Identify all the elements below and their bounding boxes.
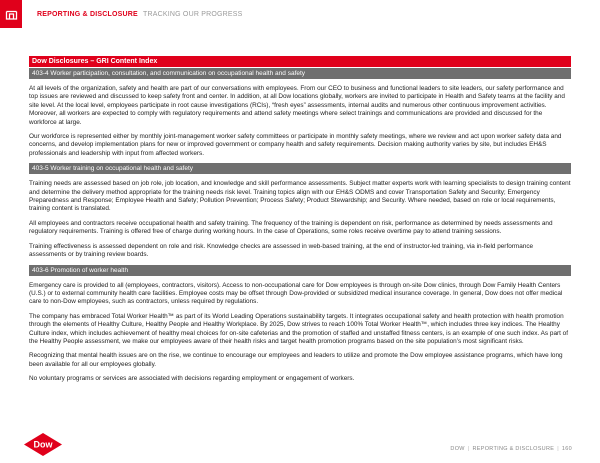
breadcrumb-subsection[interactable]: TRACKING OUR PROGRESS bbox=[143, 11, 243, 18]
paragraph: No voluntary programs or services are associated with decisions regarding employment or engagement of workers. bbox=[29, 375, 355, 383]
home-tab[interactable] bbox=[0, 0, 22, 28]
paragraph: Emergency care is provided to all (employees, contractors, visitors). Access to non-occupational care for Dow employees is through on-site Dow clinics, through Dow Family Health Centers (U.S.) or to external community health care facilities. Employee costs may be offset through Dow-provided or subsidized medical insurance coverage. In general, Dow does not offer medical care to non-Dow employees, such as contractors, unless required by regulations. bbox=[29, 281, 563, 306]
paragraph: Our workforce is represented either by monthly joint-management worker safety committees or participate in monthly safety meetings, where we review and act upon worker safety data and concerns, and develop implementation plans for new or improved government or company health and safety requirements. Decision making authority varies by site, but includes EH&S professionals and leadership with input from affected workers. bbox=[29, 133, 562, 157]
breadcrumb-section[interactable]: REPORTING & DISCLOSURE bbox=[37, 11, 138, 18]
section-heading: 403-5 Worker training on occupational health and safety bbox=[29, 163, 571, 174]
dow-logo bbox=[23, 432, 63, 462]
gri-content-index bbox=[29, 56, 571, 389]
paragraph: At all levels of the organization, safety and health are part of our conversations with employees. From our CEO to business and functional leaders to site leaders, our safety performance and top issues are reviewed and discussed to keep safety front and center. In addition, at all Dow locations globally, workers are invited to participate in Health and Safety teams at the facility and site level. At the local level, employees participate in root cause investigations (RCIs), “fresh eyes” assessments, internal audits and numerous other continuous improvement activities. Moreover, all workers are expected to comply with regulatory requirements and attend safety meetings where select trainings and communications are provided and discussed for the workforce at large. bbox=[29, 85, 565, 126]
paragraph: The company has embraced Total Worker Health™ as part of its World Leading Operations sustainability targets. It integrates occupational safety and health protection with health promotion through the elements of Healthy Culture, Healthy People and Healthy Workplace. By 2025, Dow strives to reach 100% Total Worker Health™, which includes three key indices. The Healthy Culture index, which includes achievement of healthy meal choices for on-site cafeterias and the promotion of staffed and unstaffed fitness centers, is an example of one such index. As part of the Healthy People assessment, we make our employees aware of their health risks and target health promotion programs based on the site population’s most significant risks. bbox=[29, 312, 569, 345]
section-heading: 403-6 Promotion of worker health bbox=[29, 265, 571, 276]
page-title: Dow Disclosures – GRI Content Index bbox=[29, 56, 571, 67]
paragraph: All employees and contractors receive occupational health and safety training. The frequency of the training is dependent on risk, performance as determined by needs assessments and regulatory requirements. Training is offered free of charge during working hours. In the case of Operations, some roles receive overtime pay to attend training sessions. bbox=[29, 219, 553, 236]
paragraph: Recognizing that mental health issues are on the rise, we continue to encourage our employees and leaders to utilize and promote the Dow employee assistance programs, which have long been available for all our employees globally. bbox=[29, 352, 563, 368]
section-403-5 bbox=[29, 163, 571, 259]
home-icon bbox=[5, 9, 18, 20]
svg-text:Dow: Dow bbox=[33, 439, 53, 450]
section-heading: 403-4 Worker participation, consultation, and communication on occupational health and safety bbox=[29, 68, 571, 79]
page-number: 160 bbox=[561, 446, 572, 452]
paragraph: Training needs are assessed based on job role, job location, and knowledge and skill performance assessments. Subject matter experts work with learning specialists to design training content and determine the delivery method appropriate for the training needs risk level. Training topics align with our EH&S ODMS and cover Transportation Safety and Security; Emergency Preparedness and Response; Employee Health and Safety; Pollution Prevention; Process Safety; Product Stewardship; and Security. Where needed, based on role or local requirements, training content is translated. bbox=[29, 180, 571, 213]
page-footer: DOW | REPORTING & DISCLOSURE | 160 bbox=[450, 446, 572, 452]
top-bar bbox=[0, 0, 600, 28]
footer-brand: DOW bbox=[450, 446, 465, 452]
section-403-6 bbox=[29, 265, 571, 384]
breadcrumb bbox=[37, 11, 243, 18]
section-403-4 bbox=[29, 68, 571, 158]
paragraph: Training effectiveness is assessed dependent on role and risk. Knowledge checks are assessed in web-based training, at the end of instructor-led training, via in-field performance assessments or by training review boards. bbox=[29, 242, 534, 259]
footer-section: REPORTING & DISCLOSURE bbox=[472, 446, 555, 452]
